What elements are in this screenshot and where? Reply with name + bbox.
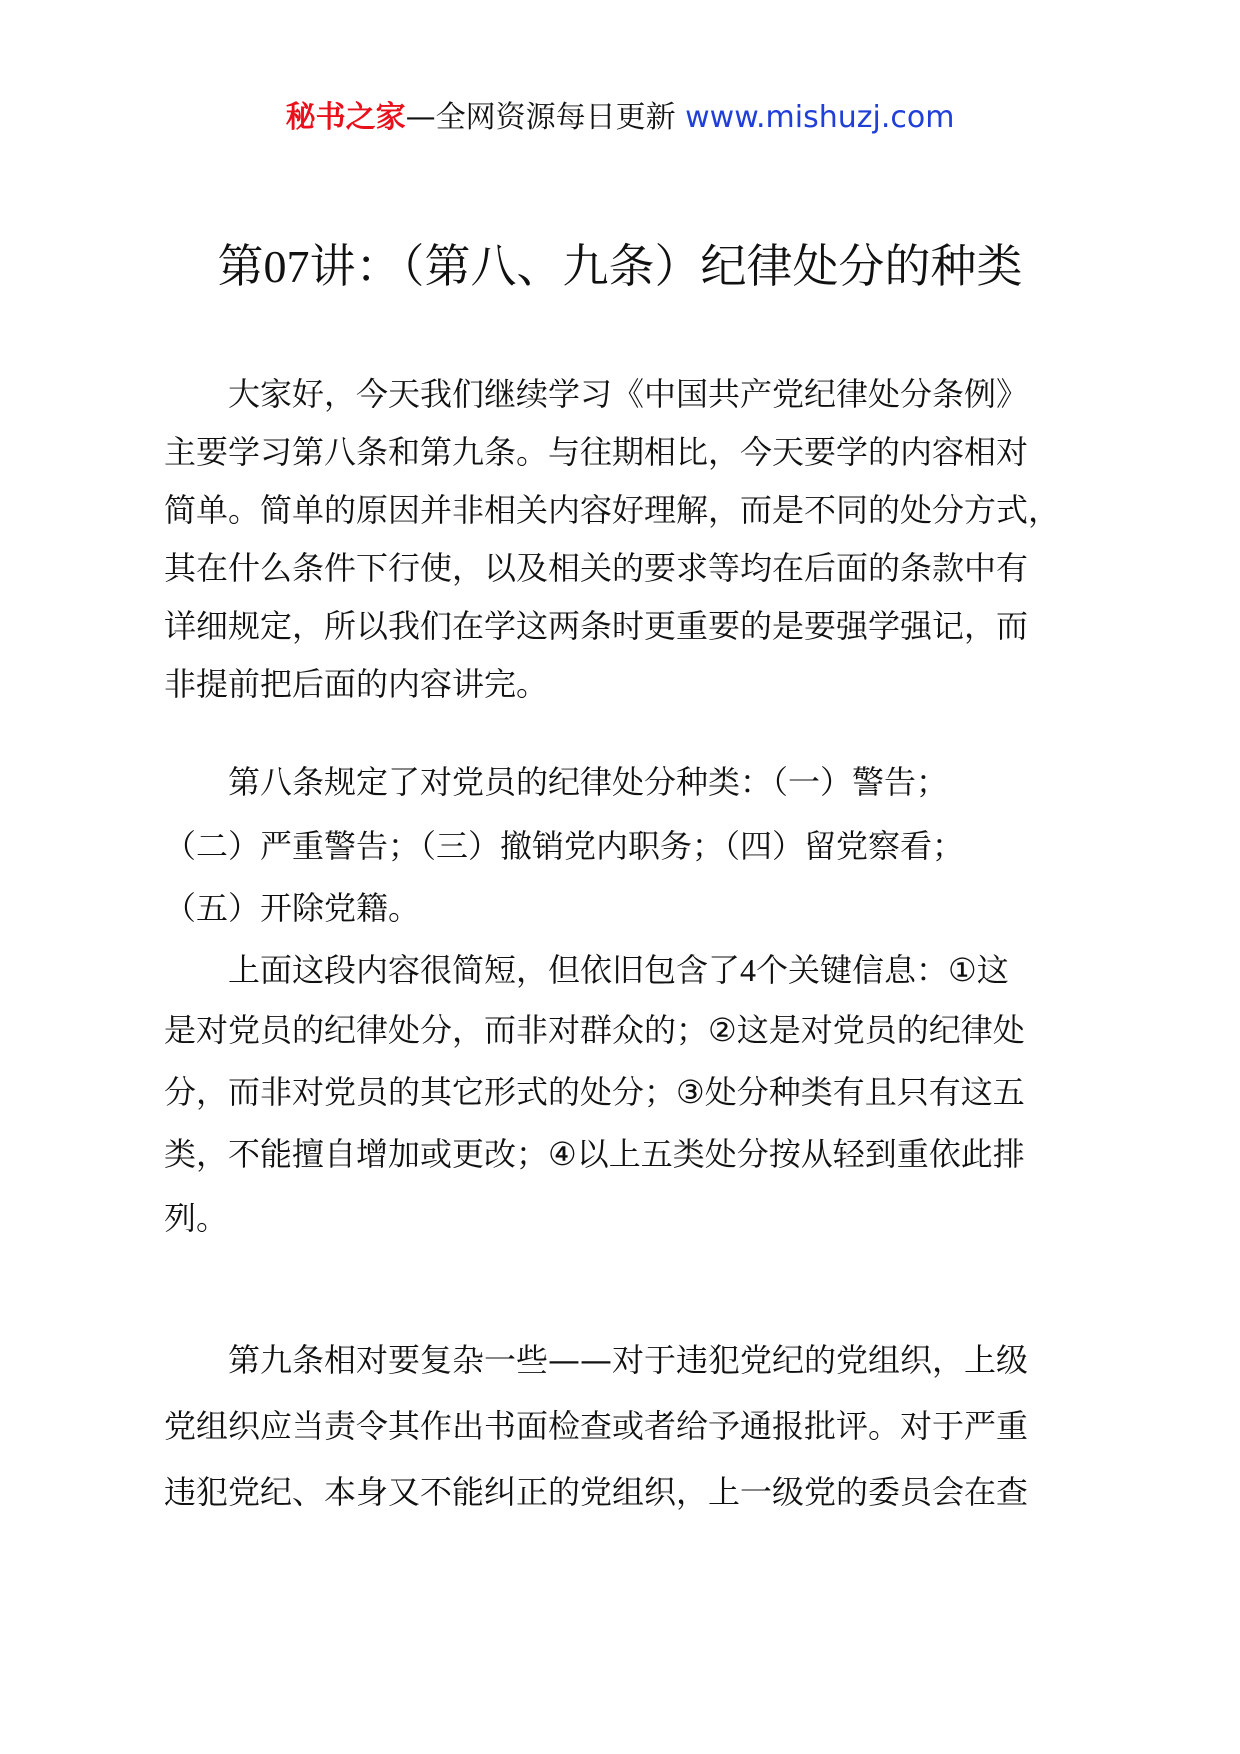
paragraph-4-line-2: 党组织应当责令其作出书面检查或者给予通报批评。对于严重: [164, 1407, 1029, 1445]
paragraph-3-line-1-post: 个关键信息：①这: [756, 951, 1009, 989]
paragraph-3-line-5: 列。: [164, 1199, 229, 1237]
paragraph-1-line-2: 主要学习第八条和第九条。与往期相比，今天要学的内容相对: [164, 433, 1029, 471]
paragraph-3-line-1: [228, 948, 1009, 992]
paragraph-4-line-1: 第九条相对要复杂一些——对于违犯党纪的党组织，上级: [228, 1341, 1029, 1379]
paragraph-1-line-4: 其在什么条件下行使，以及相关的要求等均在后面的条款中有: [164, 549, 1029, 587]
paragraph-3-line-3: 分，而非对党员的其它形式的处分；③处分种类有且只有这五: [164, 1073, 1025, 1111]
paragraph-3-line-2: 是对党员的纪律处分，而非对群众的；②这是对党员的纪律处: [164, 1011, 1025, 1049]
paragraph-2-line-2: （二）严重警告；（三）撤销党内职务；（四）留党察看；: [164, 827, 965, 865]
site-header: [0, 98, 1240, 138]
title-prefix: 第: [217, 239, 264, 293]
title-suffix: 讲：（第八、九条）纪律处分的种类: [309, 239, 1023, 293]
paragraph-1-line-1: 大家好，今天我们继续学习《中国共产党纪律处分条例》: [228, 375, 1029, 413]
paragraph-2-line-3: （五）开除党籍。: [164, 889, 421, 927]
paragraph-1-line-3: 简单。简单的原因并非相关内容好理解，而是不同的处分方式，: [164, 491, 1061, 529]
site-slogan: —全网资源每日更新: [405, 100, 686, 135]
paragraph-1-line-6: 非提前把后面的内容讲完。: [164, 665, 549, 703]
paragraph-4-line-3: 违犯党纪、本身又不能纠正的党组织，上一级党的委员会在查: [164, 1473, 1029, 1511]
site-brand: 秘书之家: [285, 100, 406, 135]
paragraph-1-line-5: 详细规定，所以我们在学这两条时更重要的是要强学强记，而: [164, 607, 1029, 645]
lecture-title: [0, 236, 1240, 297]
title-number: 07: [263, 241, 310, 292]
paragraph-3-line-1-pre: 上面这段内容很简短，但依旧包含了: [228, 951, 741, 989]
paragraph-3-key-count: 4: [740, 952, 757, 988]
site-url-link[interactable]: www.mishuzj.com: [685, 100, 955, 135]
paragraph-2-line-1: 第八条规定了对党员的纪律处分种类：（一）警告；: [228, 763, 949, 801]
paragraph-3-line-4: 类，不能擅自增加或更改；④以上五类处分按从轻到重依此排: [164, 1135, 1025, 1173]
